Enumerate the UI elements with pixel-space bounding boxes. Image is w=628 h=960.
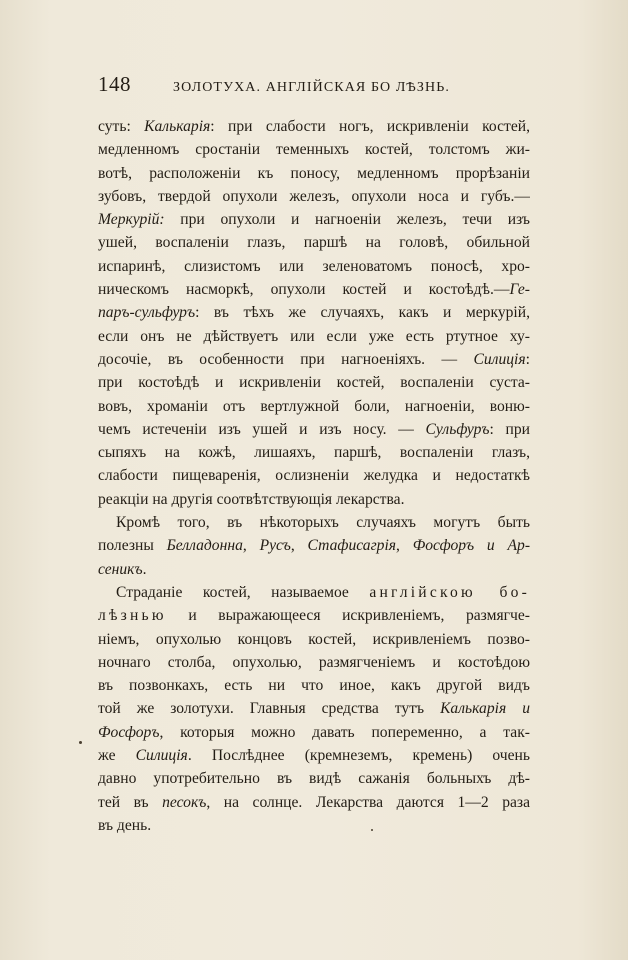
text-run: : — [525, 350, 530, 368]
text-line — [98, 231, 530, 254]
text-line — [98, 301, 530, 324]
text-run: если онъ не дѣйствуетъ или если уже есть ртутное ху- — [98, 327, 530, 345]
italic-term: Белладонна — [166, 537, 243, 555]
text-line — [98, 744, 530, 767]
text-run: ночнаго столба, опухолью, размягченіемъ и костоѣдою — [98, 653, 530, 671]
italic-term: Русъ — [259, 537, 291, 555]
italic-term: Силиція — [473, 350, 526, 368]
text-run: досочіе, въ особенности при нагноеніяхъ. — — [98, 350, 474, 368]
text-run: суть: — [98, 118, 145, 135]
text-run: полезны — [98, 537, 167, 555]
italic-term: Меркурій: — [98, 211, 165, 229]
text-run: испаринѣ, слизистомъ или зеленоватомъ поносѣ, хро- — [98, 257, 530, 275]
text-run: Страданіе костей, называемое — [116, 583, 370, 601]
text-run: , — [290, 537, 308, 555]
text-run: медленномъ сростаніи теменныхъ костей, толстомъ жи- — [98, 141, 530, 159]
text-line — [98, 674, 530, 697]
running-head: ЗОЛОТУХА. АНГЛІЙСКАЯ БО ЛѢЗНЬ. — [173, 80, 450, 95]
text-line — [98, 115, 530, 138]
text-run: : при слабости ногъ, искривленіи костей, — [210, 118, 530, 135]
text-run: тей въ — [98, 793, 163, 811]
italic-term: песокъ — [162, 793, 207, 811]
text-line — [98, 255, 530, 278]
text-run: . — [142, 560, 147, 578]
text-run: реакціи на другія соотвѣтствующія лекарства. — [98, 490, 405, 508]
italic-term: Калькарія — [144, 118, 211, 135]
text-run: сыпяхъ на кожѣ, лишаяхъ, паршѣ, воспаленіи глазъ, — [98, 444, 530, 462]
page-header — [98, 72, 538, 100]
text-line — [98, 185, 530, 208]
italic-term: паръ-сульфуръ — [98, 304, 196, 322]
text-line — [98, 208, 530, 231]
text-line — [98, 581, 530, 604]
italic-term: Сульфуръ — [425, 420, 490, 438]
text-line — [98, 488, 530, 511]
text-run: , — [242, 537, 260, 555]
text-run: вовъ, хроманіи отъ вертлужной боли, нагноеніи, воню- — [98, 397, 530, 415]
text-run: ушей, воспаленіи глазъ, паршѣ на головѣ, обильной — [98, 234, 530, 252]
text-run: чемъ истеченіи изъ ушей и изъ носу. — — [98, 420, 426, 438]
print-speck — [79, 741, 82, 744]
text-run: вотѣ, расположеніи къ поносу, медленномъ прорѣзаніи — [98, 164, 530, 182]
text-run: въ день. — [98, 816, 152, 834]
text-line — [98, 721, 530, 744]
italic-term: Калькарія и — [440, 700, 530, 718]
text-run: при опухоли и нагноеніи железъ, течи изъ — [164, 211, 530, 229]
text-line — [98, 767, 530, 790]
text-run: , которыя можно давать попеременно, а так- — [159, 723, 530, 741]
text-line — [98, 791, 530, 814]
text-line — [98, 511, 530, 534]
text-run: зубовъ, твердой опухоли железъ, опухоли носа и губъ.— — [98, 187, 530, 205]
text-line — [98, 628, 530, 651]
text-run: ническомъ насморкѣ, опухоли костей и костоѣдѣ.— — [98, 281, 510, 299]
text-line — [98, 138, 530, 161]
text-run: : при — [489, 420, 530, 438]
text-line — [98, 371, 530, 394]
italic-term: Силиція — [135, 747, 188, 765]
page-number: 148 — [98, 72, 131, 96]
text-run: , — [396, 537, 413, 555]
text-line — [98, 348, 530, 371]
spaced-emphasis: лѣзнью — [98, 607, 167, 625]
text-line — [98, 464, 530, 487]
print-speck — [371, 829, 373, 831]
text-run: . Послѣднее (кремнеземъ, кремень) очень — [187, 747, 530, 765]
italic-term: Фосфоръ — [98, 723, 160, 741]
text-run: той же золотухи. Главныя средства тутъ — [98, 700, 441, 718]
text-run: Кромѣ того, въ нѣкоторыхъ случаяхъ могутъ быть — [116, 514, 530, 532]
text-run: слабости пищеваренія, ослизненіи желудка и недостаткѣ — [98, 467, 530, 485]
text-line — [98, 534, 530, 557]
text-run: ніемъ, опухолью концовъ костей, искривленіемъ позво- — [98, 630, 530, 648]
italic-term: Стафисагрія — [307, 537, 397, 555]
text-line — [98, 278, 530, 301]
text-run: же — [98, 747, 136, 765]
italic-term: Ге- — [509, 281, 530, 299]
text-line — [98, 651, 530, 674]
text-line — [98, 395, 530, 418]
text-line — [98, 441, 530, 464]
text-run: , на солнце. Лекарства даются 1—2 раза — [206, 793, 530, 811]
text-line — [98, 418, 530, 441]
body-text — [98, 115, 530, 837]
text-run: въ позвонкахъ, есть ни что иное, какъ другой видъ — [98, 677, 530, 695]
text-line — [98, 325, 530, 348]
text-line — [98, 697, 530, 720]
italic-term: Фосфоръ и Ар- — [412, 537, 530, 555]
text-line — [98, 814, 530, 837]
text-run: давно употребительно въ видѣ сажанія больныхъ дѣ- — [98, 770, 530, 788]
italic-term: сеникъ — [98, 560, 143, 578]
text-line — [98, 604, 530, 627]
text-line — [98, 162, 530, 185]
spaced-emphasis: англійскою бо- — [369, 583, 530, 601]
text-run: : въ тѣхъ же случаяхъ, какъ и меркурій, — [195, 304, 530, 322]
text-line — [98, 558, 530, 581]
text-run: и выражающееся искривленіемъ, размягче- — [166, 607, 530, 625]
text-run: при костоѣдѣ и искривленіи костей, воспаленіи суста- — [98, 374, 530, 392]
